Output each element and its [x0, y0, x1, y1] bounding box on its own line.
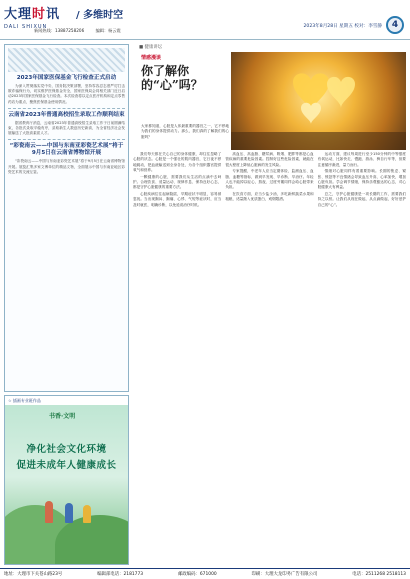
- news-title-3[interactable]: “彩瓷南云——中国与东南亚彩瓷艺术展”将于9月5日在云南省博物馆开展: [9, 143, 124, 157]
- paragraph: 在饮食方面，应当少盐少油，多吃新鲜蔬菜水果和粗粮，适量摄入优质蛋白，戒烟限酒。: [225, 191, 314, 202]
- footer-phone: 编辑部电话：2181773: [97, 572, 144, 577]
- page-number-badge: 4: [386, 16, 404, 34]
- feature-article: [133, 44, 406, 565]
- article-kicker: 情感漫谈: [141, 55, 162, 61]
- masthead: [0, 0, 410, 40]
- paragraph: 情绪对心脏同样有着重要影响。长期的焦虑、紧张、愤怒等不良情绪会导致血压升高、心率加快，增加心脏负担。学会调节情绪，保持乐观豁达的心态，对心脏健康大有裨益。: [317, 169, 406, 190]
- article-headline[interactable]: 你了解你的“心”吗？: [141, 64, 203, 93]
- paragraph: 总之，守护心脏健康是一项长期的工作，需要我们持之以恒。让我们从现在做起，从点滴做起，好好爱护自己的“心”。: [317, 191, 406, 207]
- hotline-text: 新闻热线：13887258206: [34, 28, 85, 33]
- logo-title: 大理时讯: [4, 7, 61, 22]
- topic-label: ■ 健康讲坛: [139, 45, 163, 50]
- footer-address: 地址：大理市下关苍山路23号: [4, 572, 63, 577]
- news-title-1[interactable]: 2023年国家医保基金飞行检查正式启动: [16, 75, 117, 81]
- article-column-3: [318, 152, 406, 565]
- poster-slogan-line-2: 促进未成年人健康成长: [16, 460, 117, 471]
- figures-illustration: [83, 505, 91, 523]
- poster-caption: ☆ 插画专业班作品: [8, 398, 41, 403]
- divider: [8, 108, 125, 109]
- article-columns: [133, 152, 406, 565]
- brief-news-column: [4, 44, 129, 392]
- poster-block: [4, 395, 129, 565]
- news-title-2[interactable]: 云南省2023年普通高校招生录取工作顺利结束: [8, 111, 125, 118]
- logo-subtitle: DALI SHIXUN: [4, 24, 48, 30]
- poster-slogan-line-1: 净化社会文化环境: [26, 444, 107, 455]
- heart-icon: [327, 77, 355, 108]
- paragraph: 我们每天都在关心自己的身体健康，却往往忽略了心脏的状态。心脏是一个强壮的肌肉器官，它日夜不停地跳动，把血液输送到全身各处，为各个组织器官提供氧气和营养。: [133, 152, 222, 173]
- article-column-2: [225, 152, 313, 565]
- figures-illustration: [45, 501, 53, 523]
- photo-ground: [231, 132, 406, 150]
- footer-postcode: 邮政编码：671000: [177, 572, 217, 577]
- paragraph: 专家提醒，中老年人应当定期体检，监测血压、血脂、血糖等指标，做到早发现、早诊断、早治疗。年轻人也不能掉以轻心，熬夜、过度劳累同样会给心脏带来负担。: [225, 169, 314, 190]
- footer-printer: 印刷：大理大龙印务广告有限公司: [251, 572, 318, 577]
- paragraph: 运动方面，建议每周进行至少150分钟的中等强度有氧运动，比如快走、慢跑、游泳、骑自行车等，但要注意循序渐进，量力而行。: [317, 152, 406, 167]
- section-name: / 多维时空: [76, 10, 124, 21]
- hearts-photo[interactable]: [231, 52, 406, 150]
- footer-ad-phone: 电话：2511268 2518113: [352, 572, 406, 577]
- paragraph: 一颗健康的心脏，需要我们从生活的点滴中去呵护。合理饮食、适量运动、规律作息、保持良好心态，都是守护心脏健康的重要方法。: [133, 174, 222, 190]
- news-body-1: 为深入贯彻落实党中央、国务院决策部署，坚持零容忍态度严厉打击欺诈骗保行为，切实维护医保基金安全，国家医保局会同相关部门近日启动2023年国家医保基金飞行检查。本次检查将以定点医疗机构和定点零售药店为重点，聚焦医保基金使用情况。: [8, 83, 125, 104]
- news-body-2: 据省教育厅消息，云南省2023年普通高校招生录取工作于日前圆满结束，各批次录取平稳有序，录取新生人数创历史新高，为全省经济社会发展输送了大批高素质人才。: [8, 120, 125, 136]
- article-lead: 大家都知道，心脏是人体最重要的器官之一，它不停地为我们的身体提供动力。那么，我们真的了解我们的心脏吗？: [141, 124, 229, 139]
- paragraph: 心脏疾病往往起病隐匿，早期症状不明显，容易被忽视。当出现胸闷、胸痛、心悸、气短等症状时，应当及时就医，明确诊断，以免延误治疗时机。: [133, 191, 222, 207]
- article-column-1: [133, 152, 221, 565]
- editor-bar: [34, 28, 131, 36]
- poster-top-text: 书香·文明: [49, 413, 76, 420]
- news-body-3: “彩瓷南云——中国与东南亚彩瓷艺术展”将于9月5日在云南省博物馆开展。展览汇集多家文博单位的精品文物，全面展示中国与东南亚地区彩瓷艺术的交流互鉴。: [8, 159, 125, 174]
- divider: [8, 139, 125, 140]
- date-line: 2023年8月28日 星期五 校对：李雪静: [303, 24, 382, 29]
- figures-illustration: [65, 503, 73, 523]
- page-footer: [0, 568, 410, 579]
- paragraph: 高血压、高血脂、糖尿病、吸烟、肥胖等都是心血管疾病的重要危险因素。控制好这些危险因素，就能在很大程度上降低心脏病的发生风险。: [225, 152, 314, 167]
- decorative-pattern: [8, 48, 125, 72]
- editor-text: 编辑：杨云霞: [95, 28, 121, 33]
- hearts-illustration: [231, 52, 406, 150]
- culture-poster-image[interactable]: [5, 405, 128, 565]
